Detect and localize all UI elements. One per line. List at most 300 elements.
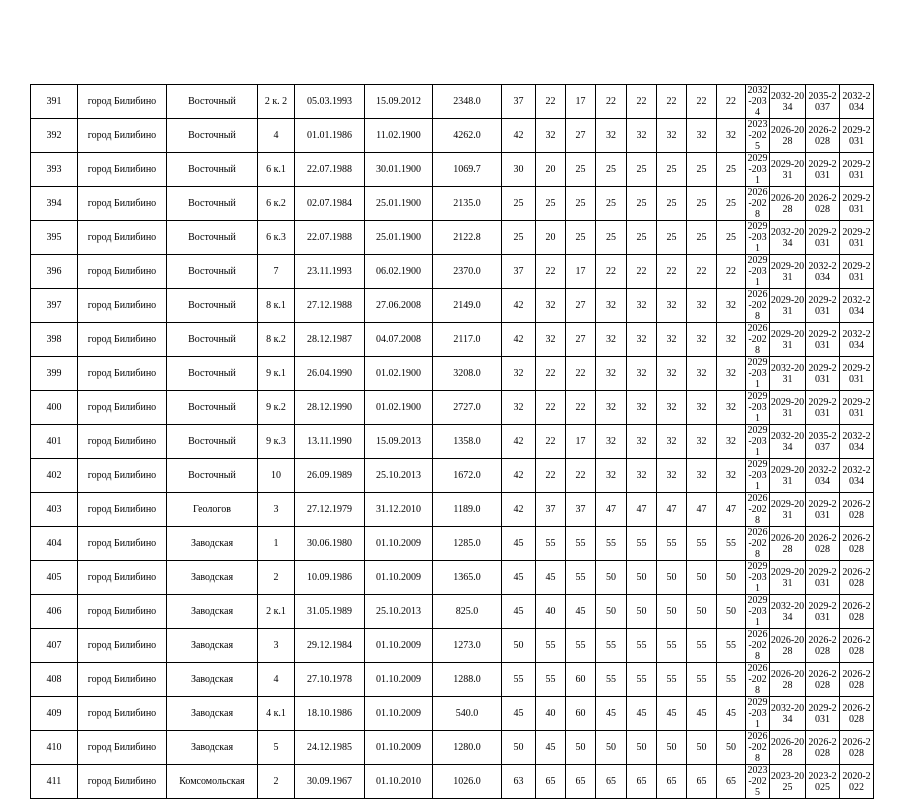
construction-date-cell: 24.12.1985 <box>295 731 365 765</box>
wear-percent-4-cell: 32 <box>596 323 627 357</box>
wear-percent-6-cell: 50 <box>657 595 687 629</box>
period-3-cell: 2029-2031 <box>806 561 840 595</box>
wear-percent-1-cell: 45 <box>502 697 536 731</box>
wear-percent-8-cell: 50 <box>717 561 746 595</box>
wear-percent-4-cell: 32 <box>596 391 627 425</box>
wear-percent-6-cell: 32 <box>657 425 687 459</box>
wear-percent-8-cell: 25 <box>717 187 746 221</box>
construction-date-cell: 28.12.1990 <box>295 391 365 425</box>
period-1-cell: 2029-2031 <box>747 697 768 730</box>
total-area-cell: 1285.0 <box>433 527 502 561</box>
wear-percent-3-cell: 50 <box>566 731 596 765</box>
wear-percent-8-cell: 32 <box>717 391 746 425</box>
total-area-cell: 1026.0 <box>433 765 502 799</box>
street-cell: Восточный <box>167 391 258 425</box>
city-cell: город Билибино <box>78 493 167 527</box>
period-3-cell: 2029-2031 <box>806 221 840 255</box>
city-cell: город Билибино <box>78 527 167 561</box>
building-number-cell: 9 к.1 <box>258 357 295 391</box>
construction-date-cell: 13.11.1990 <box>295 425 365 459</box>
wear-percent-7-cell: 25 <box>687 153 717 187</box>
row-number-cell: 398 <box>31 323 78 357</box>
wear-percent-7-cell: 32 <box>687 391 717 425</box>
period-2-cell: 2026-2028 <box>770 629 806 663</box>
row-number-cell: 411 <box>31 765 78 799</box>
wear-percent-3-cell: 37 <box>566 493 596 527</box>
construction-date-cell: 30.06.1980 <box>295 527 365 561</box>
construction-date-cell: 26.09.1989 <box>295 459 365 493</box>
wear-percent-5-cell: 55 <box>627 527 657 561</box>
wear-percent-6-cell: 32 <box>657 459 687 493</box>
wear-percent-5-cell: 32 <box>627 391 657 425</box>
wear-percent-7-cell: 55 <box>687 527 717 561</box>
wear-percent-5-cell: 55 <box>627 663 657 697</box>
wear-percent-1-cell: 50 <box>502 731 536 765</box>
wear-percent-4-cell: 32 <box>596 459 627 493</box>
registration-date-cell: 25.10.2013 <box>365 459 433 493</box>
construction-date-cell: 29.12.1984 <box>295 629 365 663</box>
wear-percent-3-cell: 25 <box>566 221 596 255</box>
table-row <box>31 187 904 221</box>
total-area-cell: 2122.8 <box>433 221 502 255</box>
wear-percent-6-cell: 55 <box>657 663 687 697</box>
wear-percent-4-cell: 65 <box>596 765 627 799</box>
period-1-cell: 2023-2025 <box>747 119 768 152</box>
wear-percent-5-cell: 22 <box>627 255 657 289</box>
wear-percent-5-cell: 32 <box>627 459 657 493</box>
row-number-cell: 405 <box>31 561 78 595</box>
period-3-cell: 2023-2025 <box>806 765 840 799</box>
period-4-cell: 2029-2031 <box>840 391 874 425</box>
wear-percent-3-cell: 55 <box>566 527 596 561</box>
building-number-cell: 10 <box>258 459 295 493</box>
period-3-cell: 2029-2031 <box>806 323 840 357</box>
period-2-cell: 2032-2031 <box>770 357 806 391</box>
street-cell: Восточный <box>167 221 258 255</box>
wear-percent-1-cell: 42 <box>502 119 536 153</box>
period-3-cell: 2035-2037 <box>806 85 840 119</box>
period-3-cell: 2029-2031 <box>806 289 840 323</box>
wear-percent-1-cell: 42 <box>502 425 536 459</box>
wear-percent-6-cell: 25 <box>657 153 687 187</box>
total-area-cell: 3208.0 <box>433 357 502 391</box>
table-row <box>31 595 904 629</box>
building-number-cell: 3 <box>258 629 295 663</box>
building-number-cell: 8 к.2 <box>258 323 295 357</box>
wear-percent-3-cell: 65 <box>566 765 596 799</box>
period-4-cell: 2029-2031 <box>840 153 874 187</box>
period-2-cell: 2029-2031 <box>770 323 806 357</box>
total-area-cell: 1365.0 <box>433 561 502 595</box>
wear-percent-3-cell: 22 <box>566 357 596 391</box>
period-2-cell: 2026-2028 <box>770 663 806 697</box>
wear-percent-8-cell: 22 <box>717 85 746 119</box>
city-cell: город Билибино <box>78 153 167 187</box>
total-area-cell: 1280.0 <box>433 731 502 765</box>
wear-percent-7-cell: 32 <box>687 357 717 391</box>
building-number-cell: 2 к.1 <box>258 595 295 629</box>
wear-percent-6-cell: 32 <box>657 323 687 357</box>
row-number-cell: 404 <box>31 527 78 561</box>
period-4-cell: 2032-2034 <box>840 289 874 323</box>
period-3-cell: 2032-2034 <box>806 255 840 289</box>
wear-percent-2-cell: 65 <box>536 765 566 799</box>
registration-date-cell: 30.01.1900 <box>365 153 433 187</box>
building-number-cell: 3 <box>258 493 295 527</box>
period-2-cell: 2029-2031 <box>770 493 806 527</box>
wear-percent-3-cell: 60 <box>566 663 596 697</box>
wear-percent-2-cell: 20 <box>536 153 566 187</box>
row-number-cell: 406 <box>31 595 78 629</box>
street-cell: Заводская <box>167 629 258 663</box>
wear-percent-4-cell: 25 <box>596 153 627 187</box>
wear-percent-7-cell: 50 <box>687 561 717 595</box>
period-2-cell: 2032-2034 <box>770 221 806 255</box>
wear-percent-7-cell: 25 <box>687 221 717 255</box>
wear-percent-6-cell: 65 <box>657 765 687 799</box>
period-2-cell: 2029-2031 <box>770 289 806 323</box>
construction-date-cell: 23.11.1993 <box>295 255 365 289</box>
wear-percent-1-cell: 45 <box>502 527 536 561</box>
wear-percent-3-cell: 27 <box>566 323 596 357</box>
period-1-cell: 2029-2031 <box>747 595 768 628</box>
wear-percent-2-cell: 32 <box>536 119 566 153</box>
period-3-cell: 2029-2031 <box>806 697 840 731</box>
table-row <box>31 493 904 527</box>
wear-percent-2-cell: 22 <box>536 459 566 493</box>
wear-percent-5-cell: 25 <box>627 221 657 255</box>
wear-percent-8-cell: 32 <box>717 289 746 323</box>
wear-percent-1-cell: 32 <box>502 357 536 391</box>
table-row <box>31 153 904 187</box>
city-cell: город Билибино <box>78 731 167 765</box>
wear-percent-4-cell: 50 <box>596 731 627 765</box>
wear-percent-7-cell: 45 <box>687 697 717 731</box>
building-number-cell: 6 к.1 <box>258 153 295 187</box>
wear-percent-1-cell: 37 <box>502 255 536 289</box>
wear-percent-3-cell: 22 <box>566 391 596 425</box>
period-4-cell: 2032-2034 <box>840 459 874 493</box>
city-cell: город Билибино <box>78 187 167 221</box>
table-row <box>31 561 904 595</box>
wear-percent-8-cell: 47 <box>717 493 746 527</box>
period-3-cell: 2026-2028 <box>806 527 840 561</box>
wear-percent-1-cell: 30 <box>502 153 536 187</box>
period-1-cell: 2029-2031 <box>747 153 768 186</box>
building-number-cell: 4 <box>258 119 295 153</box>
wear-percent-4-cell: 32 <box>596 357 627 391</box>
city-cell: город Билибино <box>78 595 167 629</box>
wear-percent-2-cell: 40 <box>536 595 566 629</box>
wear-percent-7-cell: 22 <box>687 85 717 119</box>
period-3-cell: 2029-2031 <box>806 357 840 391</box>
wear-percent-7-cell: 22 <box>687 255 717 289</box>
wear-percent-8-cell: 22 <box>717 255 746 289</box>
building-number-cell: 2 к. 2 <box>258 85 295 119</box>
city-cell: город Билибино <box>78 221 167 255</box>
row-number-cell: 397 <box>31 289 78 323</box>
wear-percent-6-cell: 22 <box>657 255 687 289</box>
period-3-cell: 2026-2028 <box>806 731 840 765</box>
wear-percent-5-cell: 55 <box>627 629 657 663</box>
table-row <box>31 425 904 459</box>
wear-percent-6-cell: 50 <box>657 731 687 765</box>
period-2-cell: 2032-2034 <box>770 85 806 119</box>
city-cell: город Билибино <box>78 289 167 323</box>
period-4-cell: 2020-2022 <box>840 765 874 799</box>
period-3-cell: 2026-2028 <box>806 629 840 663</box>
wear-percent-1-cell: 55 <box>502 663 536 697</box>
wear-percent-5-cell: 22 <box>627 85 657 119</box>
total-area-cell: 825.0 <box>433 595 502 629</box>
period-1-cell: 2032-2034 <box>747 85 768 118</box>
period-1-cell: 2029-2031 <box>747 561 768 594</box>
wear-percent-7-cell: 50 <box>687 595 717 629</box>
period-4-cell: 2029-2031 <box>840 255 874 289</box>
wear-percent-1-cell: 45 <box>502 595 536 629</box>
construction-date-cell: 30.09.1967 <box>295 765 365 799</box>
period-4-cell: 2029-2031 <box>840 119 874 153</box>
wear-percent-4-cell: 55 <box>596 629 627 663</box>
street-cell: Восточный <box>167 357 258 391</box>
registration-date-cell: 15.09.2013 <box>365 425 433 459</box>
period-3-cell: 2029-2031 <box>806 493 840 527</box>
construction-date-cell: 27.10.1978 <box>295 663 365 697</box>
total-area-cell: 2117.0 <box>433 323 502 357</box>
total-area-cell: 2370.0 <box>433 255 502 289</box>
wear-percent-5-cell: 32 <box>627 289 657 323</box>
wear-percent-8-cell: 32 <box>717 425 746 459</box>
wear-percent-7-cell: 32 <box>687 425 717 459</box>
period-2-cell: 2026-2028 <box>770 119 806 153</box>
period-3-cell: 2026-2028 <box>806 119 840 153</box>
wear-percent-1-cell: 32 <box>502 391 536 425</box>
registration-date-cell: 25.01.1900 <box>365 221 433 255</box>
street-cell: Заводская <box>167 663 258 697</box>
wear-percent-7-cell: 55 <box>687 629 717 663</box>
construction-date-cell: 10.09.1986 <box>295 561 365 595</box>
period-2-cell: 2029-2031 <box>770 459 806 493</box>
wear-percent-6-cell: 32 <box>657 357 687 391</box>
wear-percent-1-cell: 42 <box>502 289 536 323</box>
period-1-cell: 2026-2028 <box>747 493 768 526</box>
city-cell: город Билибино <box>78 629 167 663</box>
wear-percent-2-cell: 32 <box>536 289 566 323</box>
total-area-cell: 2727.0 <box>433 391 502 425</box>
wear-percent-2-cell: 22 <box>536 357 566 391</box>
wear-percent-2-cell: 37 <box>536 493 566 527</box>
construction-date-cell: 22.07.1988 <box>295 153 365 187</box>
wear-percent-2-cell: 25 <box>536 187 566 221</box>
wear-percent-3-cell: 17 <box>566 255 596 289</box>
row-number-cell: 402 <box>31 459 78 493</box>
registration-date-cell: 11.02.1900 <box>365 119 433 153</box>
wear-percent-2-cell: 22 <box>536 255 566 289</box>
wear-percent-7-cell: 32 <box>687 459 717 493</box>
period-2-cell: 2029-2031 <box>770 153 806 187</box>
wear-percent-2-cell: 55 <box>536 663 566 697</box>
street-cell: Заводская <box>167 697 258 731</box>
total-area-cell: 1288.0 <box>433 663 502 697</box>
registration-date-cell: 31.12.2010 <box>365 493 433 527</box>
wear-percent-7-cell: 50 <box>687 731 717 765</box>
construction-date-cell: 18.10.1986 <box>295 697 365 731</box>
period-1-cell: 2026-2028 <box>747 527 768 560</box>
wear-percent-4-cell: 22 <box>596 255 627 289</box>
period-4-cell: 2026-2028 <box>840 595 874 629</box>
building-number-cell: 4 <box>258 663 295 697</box>
street-cell: Восточный <box>167 425 258 459</box>
registration-date-cell: 25.01.1900 <box>365 187 433 221</box>
period-1-cell: 2026-2028 <box>747 323 768 356</box>
construction-date-cell: 26.04.1990 <box>295 357 365 391</box>
city-cell: город Билибино <box>78 561 167 595</box>
wear-percent-6-cell: 55 <box>657 527 687 561</box>
wear-percent-6-cell: 25 <box>657 221 687 255</box>
wear-percent-2-cell: 22 <box>536 391 566 425</box>
period-1-cell: 2029-2031 <box>747 391 768 424</box>
wear-percent-3-cell: 25 <box>566 153 596 187</box>
wear-percent-1-cell: 42 <box>502 493 536 527</box>
wear-percent-2-cell: 55 <box>536 629 566 663</box>
building-number-cell: 7 <box>258 255 295 289</box>
period-2-cell: 2032-2034 <box>770 595 806 629</box>
row-number-cell: 393 <box>31 153 78 187</box>
wear-percent-1-cell: 50 <box>502 629 536 663</box>
wear-percent-1-cell: 45 <box>502 561 536 595</box>
wear-percent-6-cell: 22 <box>657 85 687 119</box>
period-3-cell: 2032-2034 <box>806 459 840 493</box>
registration-date-cell: 04.07.2008 <box>365 323 433 357</box>
wear-percent-3-cell: 45 <box>566 595 596 629</box>
street-cell: Восточный <box>167 153 258 187</box>
row-number-cell: 396 <box>31 255 78 289</box>
table-row <box>31 357 904 391</box>
wear-percent-4-cell: 47 <box>596 493 627 527</box>
wear-percent-7-cell: 32 <box>687 289 717 323</box>
period-3-cell: 2026-2028 <box>806 187 840 221</box>
wear-percent-1-cell: 25 <box>502 187 536 221</box>
wear-percent-3-cell: 55 <box>566 561 596 595</box>
period-1-cell: 2029-2031 <box>747 255 768 288</box>
wear-percent-6-cell: 25 <box>657 187 687 221</box>
table-row <box>31 765 904 799</box>
wear-percent-5-cell: 32 <box>627 357 657 391</box>
construction-date-cell: 28.12.1987 <box>295 323 365 357</box>
wear-percent-7-cell: 25 <box>687 187 717 221</box>
wear-percent-6-cell: 55 <box>657 629 687 663</box>
wear-percent-6-cell: 32 <box>657 119 687 153</box>
city-cell: город Билибино <box>78 255 167 289</box>
period-2-cell: 2029-2031 <box>770 255 806 289</box>
wear-percent-4-cell: 50 <box>596 595 627 629</box>
registration-date-cell: 01.10.2009 <box>365 663 433 697</box>
building-number-cell: 9 к.2 <box>258 391 295 425</box>
wear-percent-3-cell: 55 <box>566 629 596 663</box>
wear-percent-5-cell: 32 <box>627 323 657 357</box>
city-cell: город Билибино <box>78 459 167 493</box>
wear-percent-3-cell: 27 <box>566 119 596 153</box>
city-cell: город Билибино <box>78 323 167 357</box>
row-number-cell: 395 <box>31 221 78 255</box>
wear-percent-5-cell: 32 <box>627 425 657 459</box>
street-cell: Восточный <box>167 255 258 289</box>
wear-percent-1-cell: 25 <box>502 221 536 255</box>
row-number-cell: 400 <box>31 391 78 425</box>
wear-percent-2-cell: 20 <box>536 221 566 255</box>
wear-percent-2-cell: 32 <box>536 323 566 357</box>
construction-date-cell: 27.12.1979 <box>295 493 365 527</box>
table-body <box>31 85 904 799</box>
period-4-cell: 2029-2031 <box>840 357 874 391</box>
table-row <box>31 221 904 255</box>
period-2-cell: 2032-2034 <box>770 697 806 731</box>
period-2-cell: 2026-2028 <box>770 187 806 221</box>
period-2-cell: 2026-2028 <box>770 527 806 561</box>
period-4-cell: 2032-2034 <box>840 323 874 357</box>
registration-date-cell: 06.02.1900 <box>365 255 433 289</box>
construction-date-cell: 22.07.1988 <box>295 221 365 255</box>
wear-percent-8-cell: 65 <box>717 765 746 799</box>
table-row <box>31 629 904 663</box>
wear-percent-6-cell: 32 <box>657 391 687 425</box>
registration-date-cell: 01.10.2009 <box>365 697 433 731</box>
total-area-cell: 1273.0 <box>433 629 502 663</box>
construction-date-cell: 02.07.1984 <box>295 187 365 221</box>
period-1-cell: 2026-2028 <box>747 187 768 220</box>
table-row <box>31 85 904 119</box>
city-cell: город Билибино <box>78 425 167 459</box>
wear-percent-3-cell: 60 <box>566 697 596 731</box>
registration-date-cell: 01.10.2009 <box>365 527 433 561</box>
period-1-cell: 2029-2031 <box>747 221 768 254</box>
street-cell: Заводская <box>167 561 258 595</box>
period-1-cell: 2029-2031 <box>747 425 768 458</box>
street-cell: Восточный <box>167 187 258 221</box>
registration-date-cell: 27.06.2008 <box>365 289 433 323</box>
street-cell: Геологов <box>167 493 258 527</box>
row-number-cell: 401 <box>31 425 78 459</box>
wear-percent-8-cell: 25 <box>717 153 746 187</box>
street-cell: Комсомольская <box>167 765 258 799</box>
period-2-cell: 2026-2028 <box>770 731 806 765</box>
wear-percent-3-cell: 17 <box>566 85 596 119</box>
total-area-cell: 2149.0 <box>433 289 502 323</box>
row-number-cell: 409 <box>31 697 78 731</box>
period-4-cell: 2026-2028 <box>840 493 874 527</box>
period-4-cell: 2026-2028 <box>840 663 874 697</box>
wear-percent-5-cell: 25 <box>627 187 657 221</box>
row-number-cell: 399 <box>31 357 78 391</box>
wear-percent-5-cell: 45 <box>627 697 657 731</box>
period-1-cell: 2029-2031 <box>747 459 768 492</box>
table-row <box>31 459 904 493</box>
street-cell: Восточный <box>167 459 258 493</box>
period-4-cell: 2029-2031 <box>840 221 874 255</box>
building-number-cell: 6 к.2 <box>258 187 295 221</box>
registration-date-cell: 01.10.2010 <box>365 765 433 799</box>
period-3-cell: 2029-2031 <box>806 153 840 187</box>
building-number-cell: 1 <box>258 527 295 561</box>
street-cell: Заводская <box>167 731 258 765</box>
registration-date-cell: 01.10.2009 <box>365 629 433 663</box>
wear-percent-4-cell: 50 <box>596 561 627 595</box>
wear-percent-3-cell: 22 <box>566 459 596 493</box>
period-4-cell: 2026-2028 <box>840 527 874 561</box>
construction-date-cell: 27.12.1988 <box>295 289 365 323</box>
wear-percent-2-cell: 55 <box>536 527 566 561</box>
wear-percent-5-cell: 47 <box>627 493 657 527</box>
